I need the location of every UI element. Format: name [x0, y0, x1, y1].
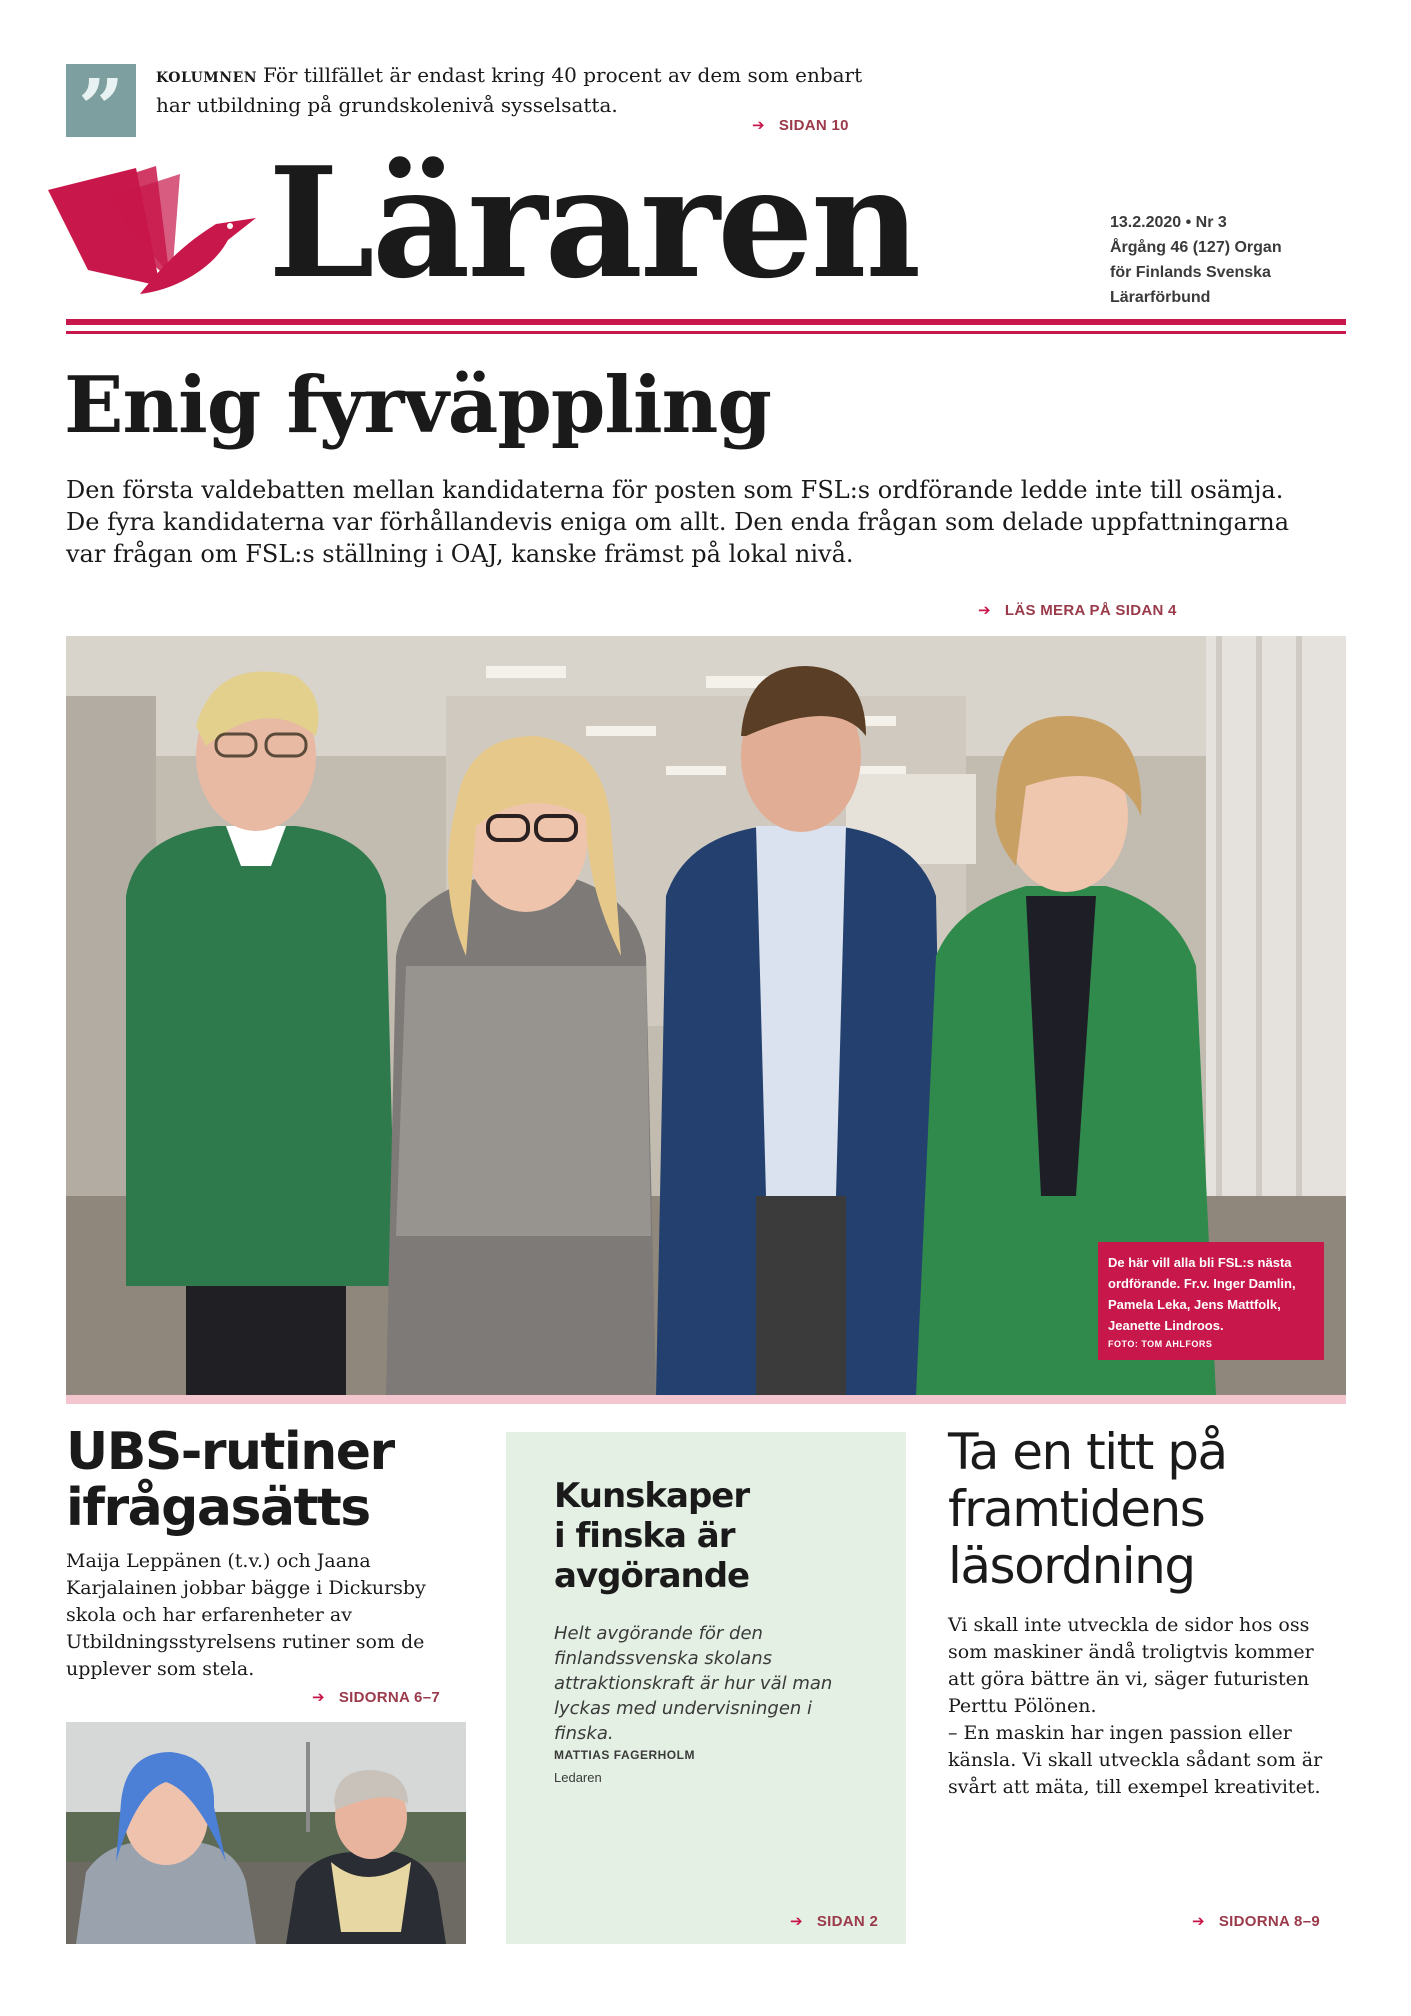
teaser-kicker: KOLUMNEN	[156, 70, 258, 86]
lead-page-ref[interactable]: ➔ LÄS MERA PÅ SIDAN 4	[978, 601, 1177, 619]
lead-headline[interactable]: Enig fyrväppling	[64, 360, 771, 451]
issue-volume: Årgång 46 (127) Organ	[1110, 239, 1282, 256]
lead-paragraph: Den första valdebatten mellan kandidaterna för posten som FSL:s ordförande ledde inte till osämja. De fyra kandidaterna var förhållandevis eniga om allt. Den enda frågan som delade uppfattningarna var frågan om FSL:s ställning i OAJ, kanske främst på lokal nivå.	[66, 476, 1290, 568]
teachers-photo-illustration	[66, 1722, 466, 1944]
caption-text: De här vill alla bli FSL:s nästa ordförande. Fr.v. Inger Damlin, Pamela Leka, Jens Mattfolk, Jeanette Lindroos.	[1108, 1255, 1296, 1333]
editorial-role: Ledaren	[554, 1770, 602, 1785]
issue-info	[1110, 210, 1310, 310]
futurist-body	[948, 1612, 1333, 1801]
issue-date-number: 13.2.2020 • Nr 3	[1110, 214, 1227, 231]
editorial-headline[interactable]: Kunskaper i finska är avgörande	[554, 1476, 750, 1596]
editorial-body: Helt avgörande för den finlandssvenska skolans attraktionskraft är hur väl man lyckas med undervisningen i finska.	[554, 1623, 833, 1744]
teaser-page-ref[interactable]: ➔ SIDAN 10	[752, 116, 849, 134]
ubs-body: Maija Leppänen (t.v.) och Jaana Karjalainen jobbar bägge i Dickursby skola och har erfarenheter av Utbildningsstyrelsens rutiner som de upplever som stela.	[66, 1550, 426, 1680]
futurist-paragraph-2: – En maskin har ingen passion eller känsla. Vi skall utveckla sådant som är svårt att mäta, till exempel kreativitet.	[948, 1722, 1323, 1798]
ubs-headline[interactable]: UBS-rutiner ifrågasätts	[66, 1422, 394, 1538]
editorial-page-ref[interactable]: ➔ SIDAN 2	[790, 1912, 879, 1930]
editorial-author: MATTIAS FAGERHOLM	[554, 1748, 695, 1762]
photo-caption	[1098, 1242, 1324, 1360]
issue-union: Lärarförbund	[1110, 289, 1211, 306]
arrow-right-icon: ➔	[790, 1912, 803, 1930]
futurist-headline[interactable]: Ta en titt på framtidens läsordning	[948, 1423, 1227, 1595]
futurist-paragraph-1: Vi skall inte utveckla de sidor hos oss som maskiner ändå troligtvis kommer att göra bättre än vi, säger futuristen Perttu Pölönen.	[948, 1614, 1314, 1717]
ubs-photo	[66, 1722, 466, 1944]
photo-bottom-strip	[66, 1395, 1346, 1404]
arrow-right-icon: ➔	[978, 601, 991, 619]
masthead-rule	[66, 319, 1346, 325]
arrow-right-icon: ➔	[312, 1688, 325, 1706]
masthead-rule-thin	[66, 331, 1346, 334]
futurist-page-ref[interactable]: ➔ SIDORNA 8–9	[1192, 1912, 1320, 1930]
teaser-text: För tillfället är endast kring 40 procent av dem som enbart har utbildning på grundskolenivå sysselsatta.	[156, 63, 863, 117]
birdbook-logo	[44, 162, 256, 302]
quote-icon: ”	[66, 64, 136, 137]
masthead-title: Läraren	[268, 133, 919, 312]
column-teaser[interactable]	[156, 62, 876, 119]
photo-credit: FOTO: TOM AHLFORS	[1108, 1339, 1213, 1349]
arrow-right-icon: ➔	[752, 116, 765, 134]
ubs-page-ref[interactable]: ➔ SIDORNA 6–7	[312, 1688, 440, 1706]
issue-organ: för Finlands Svenska	[1110, 264, 1271, 281]
arrow-right-icon: ➔	[1192, 1912, 1205, 1930]
